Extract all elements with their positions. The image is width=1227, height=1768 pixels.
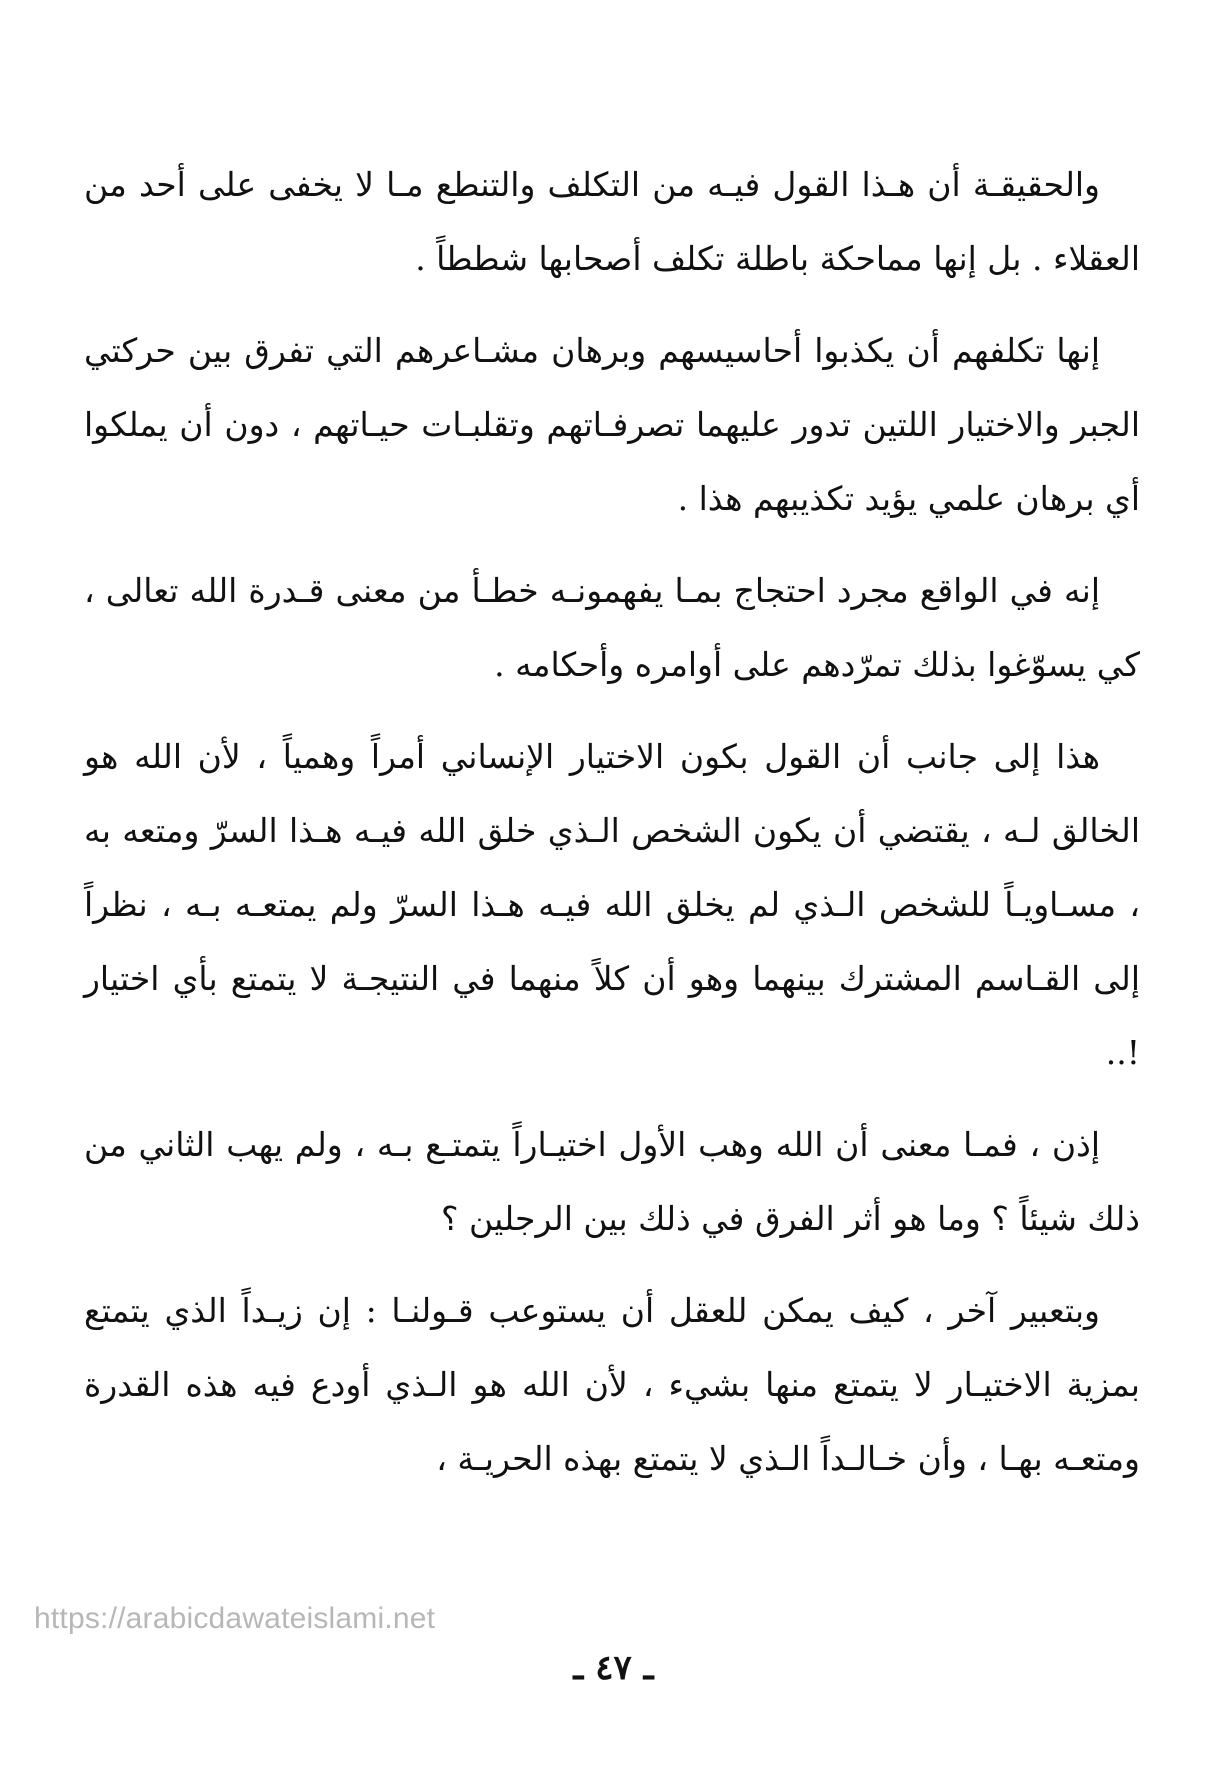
page-number: ـ ٤٧ ـ [573,1648,654,1688]
paragraph-5: إذن ، فمـا معنى أن الله وهب الأول اختيـاراً يتمتـع بـه ، ولم يهب الثاني من ذلك شيئاً ؟ وما هو أثر الفرق في ذلك بين الرجلين ؟ [84,1125,1140,1238]
watermark-url: https://arabicdawateislami.net [34,1602,436,1635]
paragraph-1: والحقيقـة أن هـذا القول فيـه من التكلف والتنطع مـا لا يخفى على أحد من العقلاء . بل إنها مماحكة باطلة تكلف أصحابها شططاً . [84,165,1140,278]
paragraph-3: إنه في الواقع مجرد احتجاج بمـا يفهمونـه خطـأ من معنى قـدرة الله تعالى ، كي يسوّغوا بذلك تمرّدهم على أوامره وأحكامه . [84,571,1140,684]
page-body [84,148,1140,1496]
paragraph-4: هذا إلى جانب أن القول بكون الاختيار الإنساني أمراً وهمياً ، لأن الله هو الخالق لـه ، يقتضي أن يكون الشخص الـذي خلق الله فيـه هـذا السرّ ومتعه به ، مسـاويـاً للشخص الـذي لم يخلق الله فيـه هـذا السرّ ولم يمتعـه بـه ، نظراً إلى القـاسم المشترك بينهما وهو أن كلاً منهما في النتيجـة لا يتمتع بأي اختيار !.. [84,737,1140,1072]
paragraph-6: وبتعبير آخر ، كيف يمكن للعقل أن يستوعب قـولنـا : إن زيـداً الذي يتمتع بمزية الاختيـار لا يتمتع منها بشيء ، لأن الله هو الـذي أودع فيه هذه القدرة ومتعـه بهـا ، وأن خـالـداً الـذي لا يتمتع بهذه الحريـة ، [84,1291,1140,1478]
paragraph-2: إنها تكلفهم أن يكذبوا أحاسيسهم وبرهان مشـاعرهم التي تفرق بين حركتي الجبر والاختيار اللتين تدور عليهما تصرفـاتهم وتقلبـات حيـاتهم ، دون أن يملكوا أي برهان علمي يؤيد تكذيبهم هذا . [84,331,1140,518]
